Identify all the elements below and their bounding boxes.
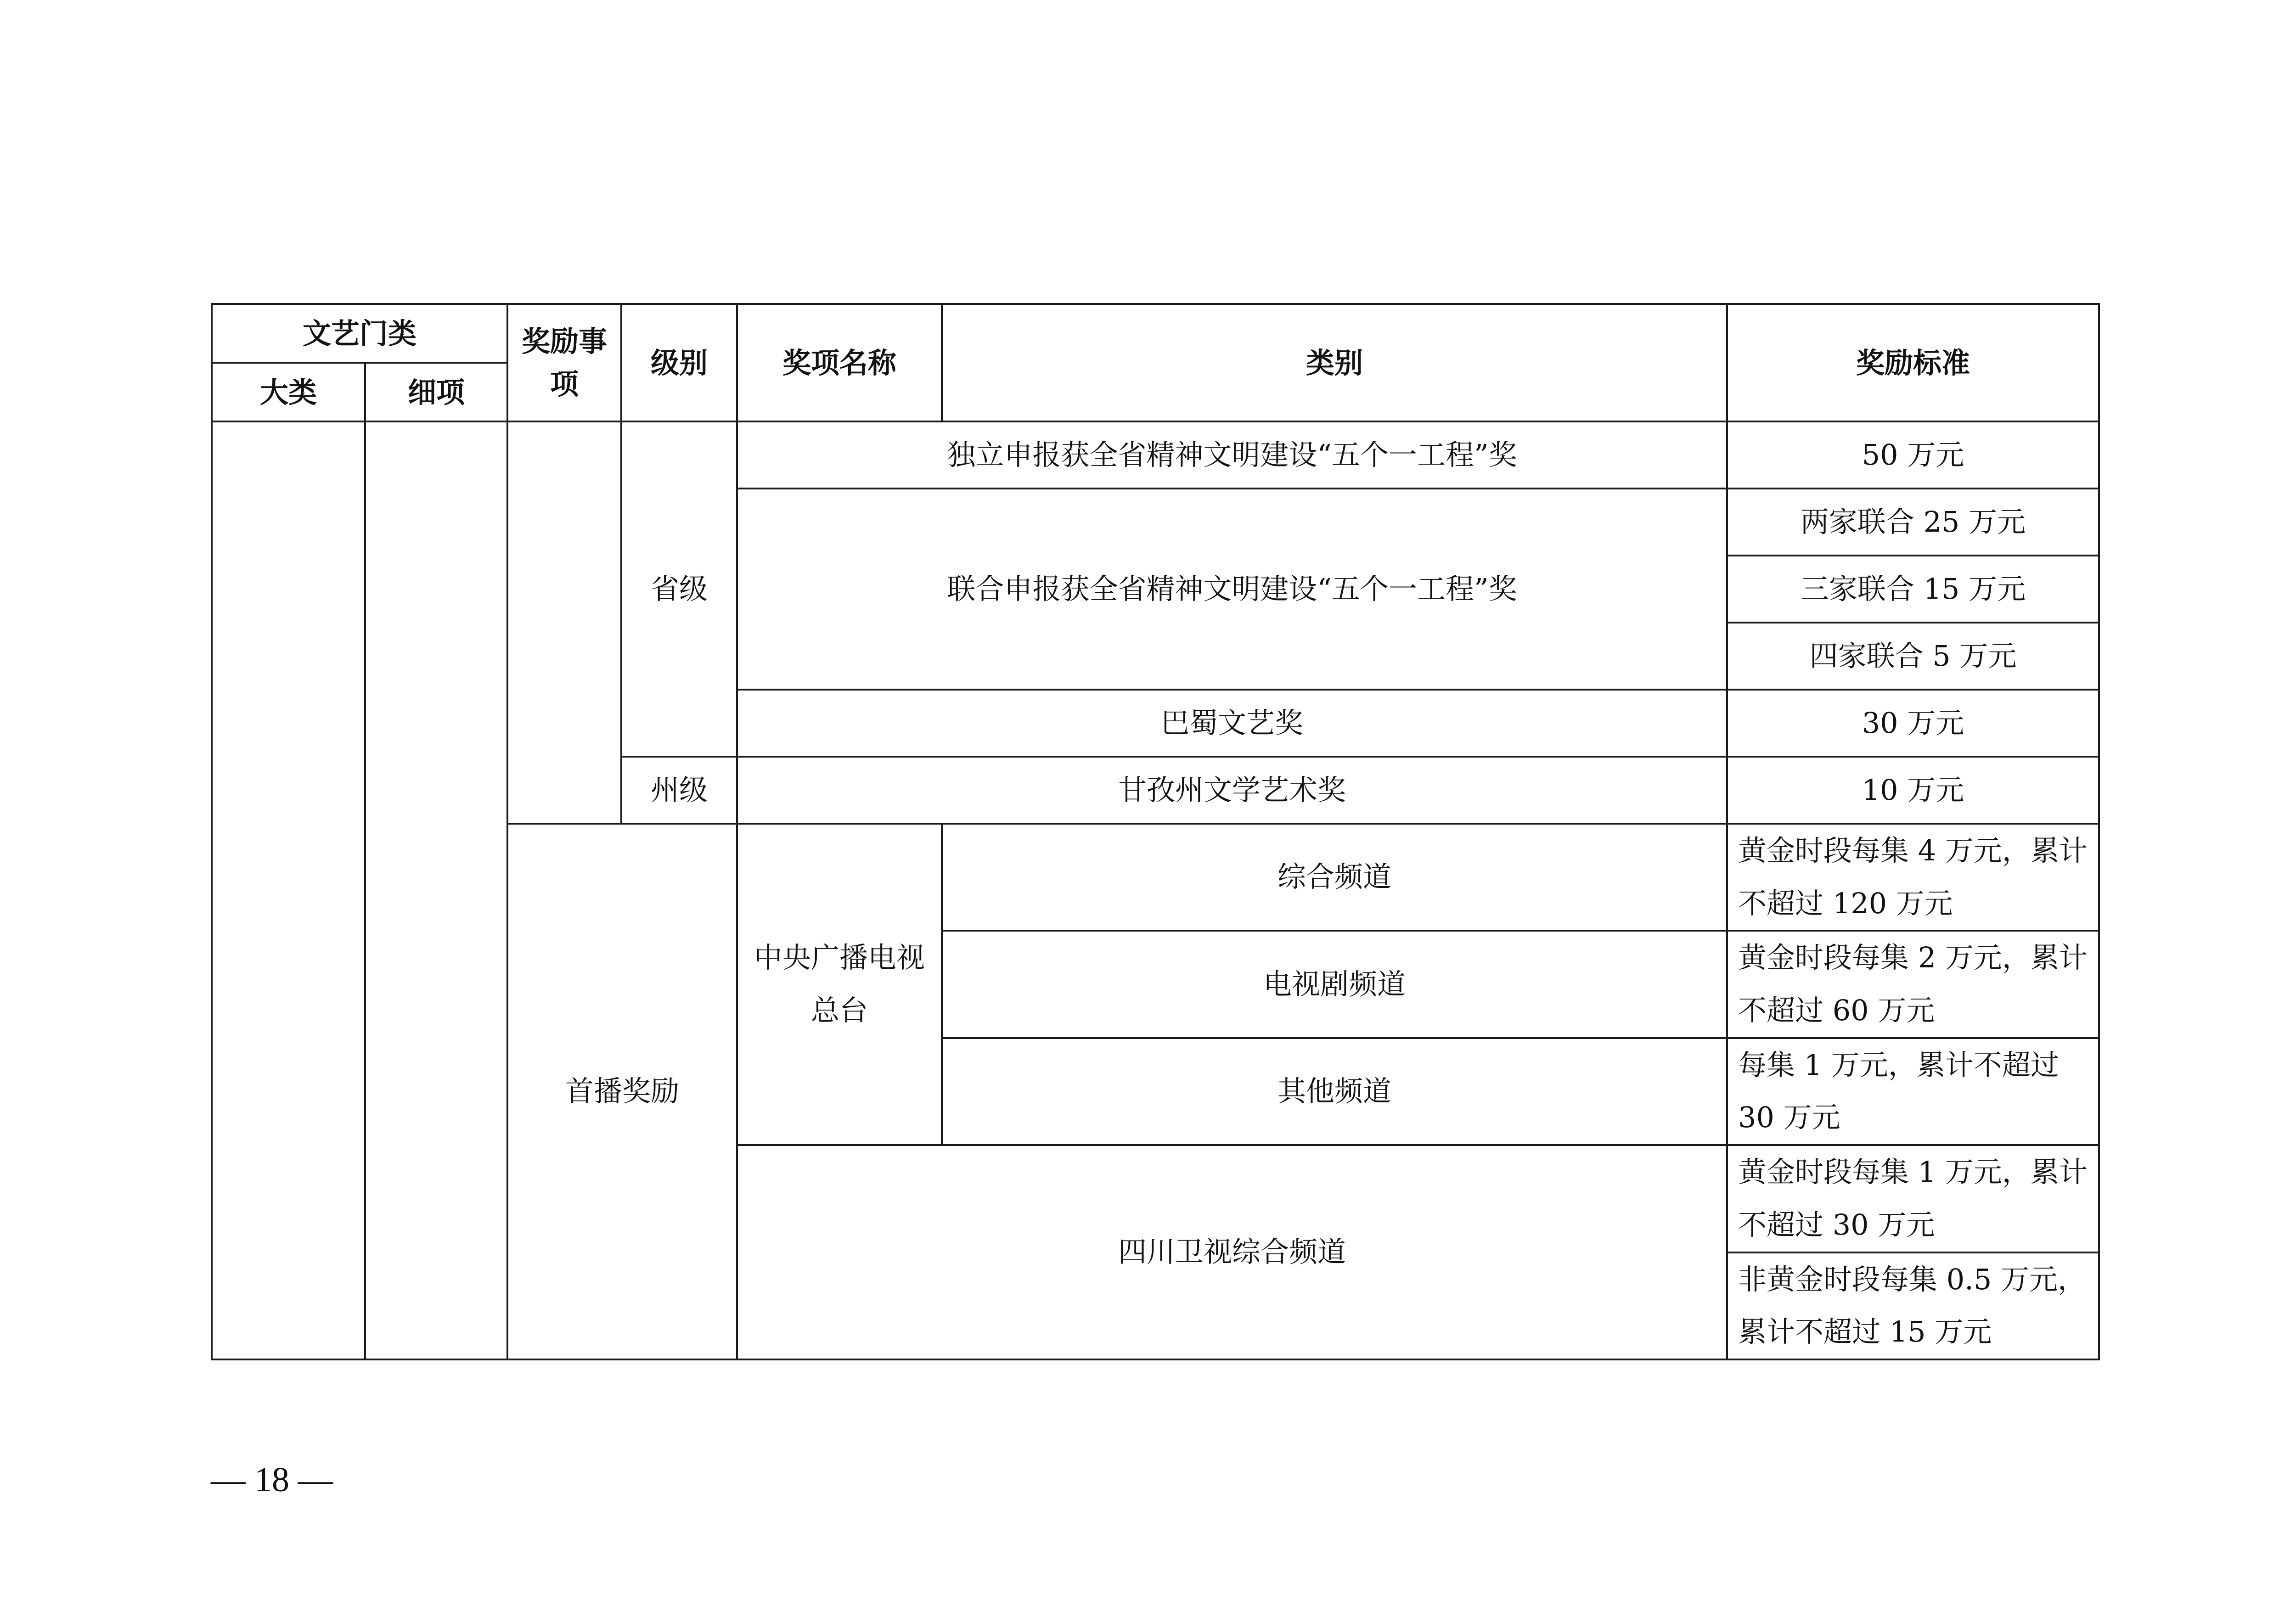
header-type: 类别: [942, 304, 1727, 421]
standard-other: 每集 1 万元，累计不超过 30 万元: [1727, 1038, 2099, 1145]
standard-sctv-golden: 黄金时段每集 1 万元，累计不超过 30 万元: [1727, 1145, 2099, 1252]
standard-joint-two: 两家联合 25 万元: [1727, 489, 2099, 556]
level-provincial: 省级: [621, 421, 737, 757]
standard-independent: 50 万元: [1727, 421, 2099, 489]
header-major-category: 大类: [212, 363, 365, 421]
major-category-cell: [212, 421, 365, 1359]
award-ganzi: 甘孜州文学艺术奖: [737, 757, 1727, 824]
page-number: — 18 —: [211, 1460, 333, 1499]
header-category-group: 文艺门类: [212, 304, 507, 363]
level-prefectural: 州级: [621, 757, 737, 824]
broadcaster-cctv: 中央广播电视总台: [737, 824, 942, 1145]
standard-ganzi: 10 万元: [1727, 757, 2099, 824]
header-reward-item: 奖励事项: [507, 304, 621, 421]
standard-sctv-nongolden: 非黄金时段每集 0.5 万元，累计不超过 15 万元: [1727, 1252, 2099, 1359]
channel-comprehensive: 综合频道: [942, 824, 1727, 931]
award-joint: 联合申报获全省精神文明建设“五个一工程”奖: [737, 489, 1727, 690]
award-independent: 独立申报获全省精神文明建设“五个一工程”奖: [737, 421, 1727, 489]
sub-item-cell: [365, 421, 507, 1359]
standard-joint-three: 三家联合 15 万元: [1727, 556, 2099, 623]
broadcaster-sctv: 四川卫视综合频道: [737, 1145, 1727, 1359]
header-standard: 奖励标准: [1727, 304, 2099, 421]
channel-tv-drama: 电视剧频道: [942, 931, 1727, 1038]
header-sub-item: 细项: [365, 363, 507, 421]
reward-item-cell: [507, 421, 621, 824]
channel-other: 其他频道: [942, 1038, 1727, 1145]
award-standard-table: [211, 303, 2100, 1360]
header-level: 级别: [621, 304, 737, 421]
standard-tv-drama: 黄金时段每集 2 万元，累计不超过 60 万元: [1727, 931, 2099, 1038]
header-award-name: 奖项名称: [737, 304, 942, 421]
standard-bashu: 30 万元: [1727, 690, 2099, 757]
premiere-reward-item: 首播奖励: [507, 824, 737, 1359]
award-bashu: 巴蜀文艺奖: [737, 690, 1727, 757]
standard-joint-four: 四家联合 5 万元: [1727, 623, 2099, 690]
standard-comprehensive: 黄金时段每集 4 万元，累计不超过 120 万元: [1727, 824, 2099, 931]
